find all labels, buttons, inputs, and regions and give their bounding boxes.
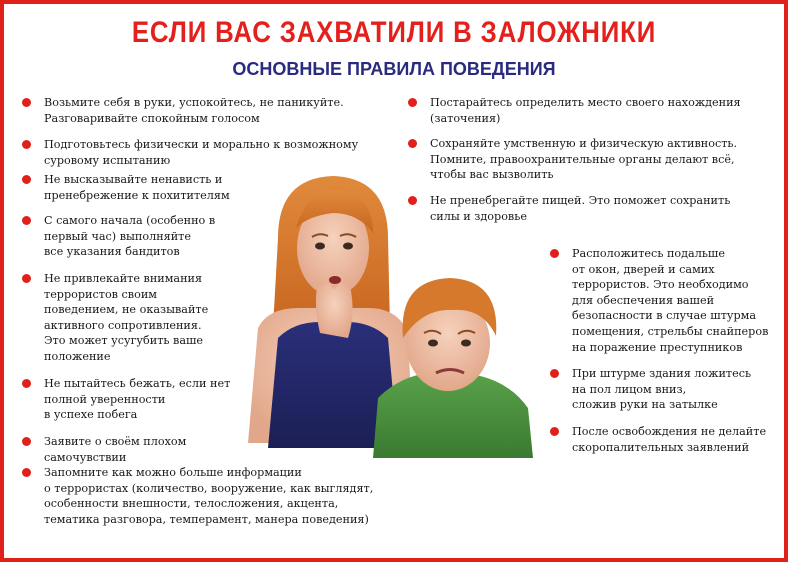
poster-subtitle: ОСНОВНЫЕ ПРАВИЛА ПОВЕДЕНИЯ <box>232 59 556 79</box>
bullet-icon <box>550 249 559 258</box>
rule-item: После освобождения не делайте скоропалительных заявлений <box>550 424 780 455</box>
rule-item: Подготовьтесь физически и морально к возможному суровому испытанию <box>22 137 382 168</box>
bullet-icon <box>550 369 559 378</box>
rule-item: Не высказывайте ненависть и пренебрежение к похитителям <box>22 172 262 203</box>
bullet-icon <box>22 274 31 283</box>
bullet-icon <box>550 427 559 436</box>
rule-item: Не пытайтесь бежать, если нет полной уверенности в успехе побега <box>22 376 262 423</box>
rule-item: Возьмите себя в руки, успокойтесь, не паникуйте. Разговаривайте спокойным голосом <box>22 95 382 126</box>
frightened-woman-and-boy-illustration <box>238 168 548 458</box>
rule-item: С самого начала (особенно в первый час) выполняйте все указания бандитов <box>22 213 242 260</box>
rule-item: При штурме здания ложитесь на пол лицом вниз, сложив руки на затылке <box>550 366 780 413</box>
bullet-icon <box>408 139 417 148</box>
bullet-icon <box>22 175 31 184</box>
rule-item: Сохраняйте умственную и физическую активность. Помните, правоохранительные органы делают всё, чтобы вас вызволить <box>408 136 778 183</box>
rule-item: Постарайтесь определить место своего нахождения (заточения) <box>408 95 778 126</box>
poster-title: ЕСЛИ ВАС ЗАХВАТИЛИ В ЗАЛОЖНИКИ <box>131 16 657 49</box>
bullet-icon <box>22 216 31 225</box>
hostages-illustration <box>238 168 548 458</box>
bullet-icon <box>22 468 31 477</box>
bullet-icon <box>22 98 31 107</box>
rule-item: Расположитесь подальше от окон, дверей и самих террористов. Это необходимо для обеспечения вашей безопасности в случае штурма помещения, стрельбы снайперов на поражение преступников <box>550 246 780 355</box>
rule-item: Запомните как можно больше информации о террористах (количество, вооружение, как выглядят, особенности внешности, телосложения, акцента, тематика разговора, темперамент, манера поведения) <box>22 465 402 527</box>
bullet-icon <box>22 437 31 446</box>
bullet-icon <box>22 379 31 388</box>
bullet-icon <box>408 98 417 107</box>
rule-item: Не привлекайте внимания террористов своим поведением, не оказывайте активного сопротивления. Это может усугубить ваше положение <box>22 271 242 365</box>
bullet-icon <box>22 140 31 149</box>
rule-item: Не пренебрегайте пищей. Это поможет сохранить силы и здоровье <box>408 193 778 224</box>
rule-item: Заявите о своём плохом самочувствии <box>22 434 242 465</box>
